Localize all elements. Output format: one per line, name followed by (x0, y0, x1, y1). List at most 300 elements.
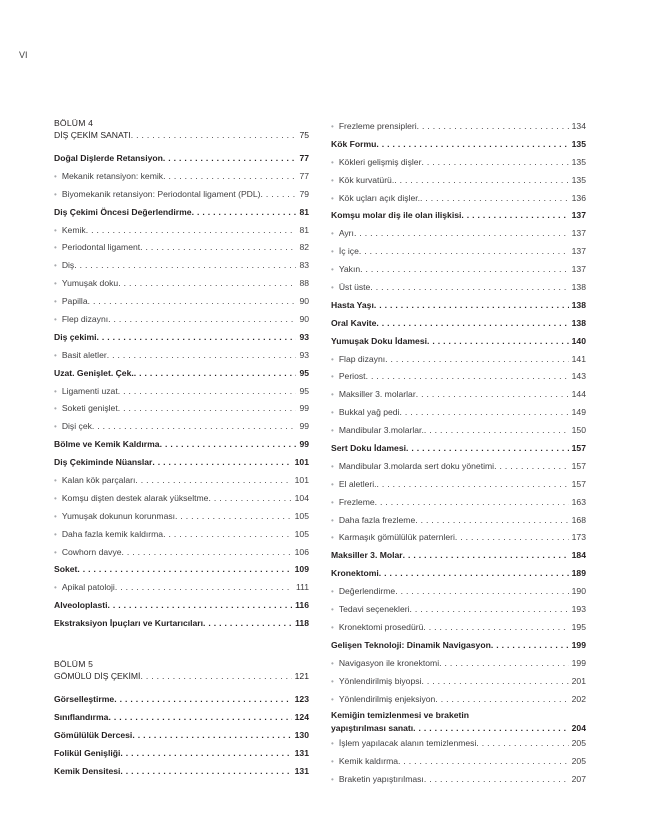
dot-leader (74, 257, 296, 275)
bullet-icon: • (54, 529, 57, 539)
dot-leader (97, 329, 297, 347)
dot-leader (132, 727, 291, 745)
bullet-icon: • (331, 694, 334, 704)
toc-section-entry[interactable] (54, 204, 309, 222)
dot-leader (77, 561, 291, 579)
toc-section-entry[interactable] (54, 763, 309, 781)
entry-label: Kronektomi (331, 568, 379, 579)
entry-label: Ligamenti uzat (61, 385, 118, 396)
bullet-icon: • (331, 122, 334, 131)
entry-page-number: 207 (571, 774, 586, 785)
entry-label: Uzat. Genişlet. Çek. (54, 367, 134, 378)
entry-label: Kök Formu (331, 138, 377, 149)
bullet-icon: • (54, 583, 57, 593)
toc-subsection-entry[interactable] (54, 186, 309, 204)
dot-leader (424, 771, 569, 789)
toc-subsection-entry[interactable] (331, 512, 586, 530)
bullet-icon: • (54, 189, 57, 199)
bullet-icon: • (331, 622, 334, 632)
toc-section-entry[interactable] (54, 150, 309, 168)
dot-leader (494, 458, 569, 476)
dot-leader (140, 670, 291, 682)
entry-label: BÖLÜM 4 (54, 118, 94, 128)
toc-subsection-entry[interactable] (54, 239, 309, 257)
bullet-icon: • (331, 408, 334, 418)
dot-leader (410, 601, 569, 619)
toc-subsection-entry[interactable] (331, 261, 586, 279)
toc-section-entry[interactable] (331, 315, 586, 333)
toc-section-entry[interactable] (331, 333, 586, 351)
dot-leader (439, 655, 569, 673)
bullet-icon: • (331, 354, 334, 364)
bullet-icon: • (331, 605, 334, 615)
entry-label: Diş Çekiminde Nüanslar (54, 457, 153, 468)
entry-label: Apikal patoloji (61, 582, 115, 593)
toc-subsection-entry[interactable] (331, 404, 586, 422)
entry-page-number: 138 (571, 282, 586, 293)
toc-subsection-entry[interactable] (331, 529, 586, 547)
entry-page-number: 137 (571, 246, 586, 257)
toc-subsection-entry[interactable] (54, 311, 309, 329)
entry-page-number: 135 (571, 156, 586, 167)
entry-page-number: 104 (294, 492, 309, 503)
entry-label: Bukkal yağ pedi (338, 407, 400, 418)
entry-page-number: 82 (299, 242, 309, 253)
entry-label: Soketi genişlet (61, 403, 118, 414)
bullet-icon: • (331, 676, 334, 686)
entry-label: El aletleri. (338, 478, 377, 489)
entry-page-number: 205 (571, 738, 586, 749)
dot-leader (163, 150, 297, 168)
entry-page-number: 204 (571, 723, 586, 734)
entry-page-number: 190 (571, 586, 586, 597)
entry-label: Değerlendirme (338, 586, 396, 597)
toc-section-entry[interactable] (331, 637, 586, 655)
entry-page-number: 121 (294, 671, 309, 682)
bullet-icon: • (54, 225, 57, 235)
toc-section-entry[interactable] (54, 615, 309, 633)
bullet-icon: • (331, 157, 334, 167)
dot-leader (476, 735, 568, 753)
entry-label: Diş Çekimi Öncesi Değerlendirme (54, 206, 192, 217)
toc-section-entry[interactable] (54, 709, 309, 727)
entry-label: Sınıflandırma (54, 711, 109, 722)
toc-subsection-entry[interactable] (331, 583, 586, 601)
toc-section-entry-line2[interactable] (331, 721, 586, 735)
entry-page-number: 105 (294, 528, 309, 539)
entry-page-number: 184 (571, 550, 586, 561)
toc-section-entry[interactable] (54, 436, 309, 454)
dot-leader (413, 721, 568, 735)
entry-label: Daha fazla kemik kaldırma (61, 528, 164, 539)
bullet-icon: • (331, 461, 334, 471)
toc-section-entry[interactable] (54, 745, 309, 763)
entry-label: Diş (61, 260, 75, 271)
entry-label: Komşu molar diş ile olan ilişkisi (331, 210, 462, 221)
entry-label: yapıştırılması sanatı (331, 723, 414, 734)
entry-page-number: 81 (299, 206, 309, 217)
entry-label: GÖMÜLÜ DİŞ ÇEKİMİ (54, 671, 141, 682)
toc-section-entry[interactable] (54, 727, 309, 745)
bullet-icon: • (54, 261, 57, 271)
entry-label: Braketin yapıştırılması (338, 774, 424, 785)
toc-section-entry[interactable] (54, 561, 309, 579)
toc-subsection-entry[interactable] (331, 422, 586, 440)
entry-page-number: 123 (294, 694, 309, 705)
bullet-icon: • (54, 350, 57, 360)
dot-leader (421, 154, 568, 172)
dot-leader (360, 261, 569, 279)
entry-label: Folikül Genişliği (54, 747, 121, 758)
dot-leader (122, 544, 292, 562)
entry-page-number: 157 (571, 443, 586, 454)
toc-subsection-entry[interactable] (331, 225, 586, 243)
entry-page-number: 101 (294, 475, 309, 486)
toc-subsection-entry[interactable] (331, 476, 586, 494)
entry-label: Gelişen Teknoloji: Dinamik Navigasyon (331, 639, 491, 650)
dot-leader (134, 365, 297, 383)
dot-leader (374, 297, 569, 315)
entry-page-number: 106 (294, 546, 309, 557)
bullet-icon: • (54, 171, 57, 181)
dot-leader (379, 565, 569, 583)
toc-section-entry[interactable] (331, 565, 586, 583)
entry-label: Ekstraksiyon İpuçları ve Kurtarıcıları (54, 618, 204, 629)
bullet-icon: • (331, 479, 334, 489)
bullet-icon: • (331, 515, 334, 525)
dot-leader (118, 400, 297, 418)
toc-section-entry[interactable] (331, 207, 586, 225)
entry-label: Frezleme prensipleri (338, 121, 417, 131)
entry-label: DİŞ ÇEKİM SANATI (54, 130, 131, 140)
dot-leader (115, 579, 293, 597)
dot-leader (455, 529, 569, 547)
dot-leader (395, 583, 568, 601)
entry-label: Soket (54, 564, 78, 575)
dot-leader (152, 454, 291, 472)
dot-leader (427, 333, 569, 351)
entry-label: Yönlendirilmiş biyopsi (338, 675, 422, 686)
dot-leader (417, 118, 569, 136)
dot-leader (394, 172, 568, 190)
bullet-icon: • (54, 404, 57, 414)
dot-leader (140, 239, 296, 257)
dot-leader (400, 404, 569, 422)
chapter-label (54, 118, 309, 129)
toc-subsection-entry[interactable] (331, 118, 586, 136)
dot-leader (377, 476, 569, 494)
toc-subsection-entry[interactable] (331, 771, 586, 789)
entry-label: Daha fazla frezleme (338, 514, 416, 525)
toc-subsection-entry[interactable] (331, 368, 586, 386)
toc-subsection-entry[interactable] (54, 168, 309, 186)
entry-page-number: 131 (294, 765, 309, 776)
toc-left-column (54, 118, 309, 781)
dot-leader (120, 763, 291, 781)
entry-label: Yönlendirilmiş enjeksiyon (338, 693, 436, 704)
toc-subsection-entry[interactable] (54, 579, 309, 597)
entry-label: Maksiller 3. molarlar (338, 389, 416, 400)
dot-leader (107, 597, 292, 615)
toc-subsection-entry[interactable] (54, 222, 309, 240)
entry-label: Üst üste (338, 282, 371, 293)
entry-page-number: 163 (571, 496, 586, 507)
dot-leader (403, 547, 569, 565)
dot-leader (108, 311, 296, 329)
entry-page-number: 157 (571, 460, 586, 471)
bullet-icon: • (54, 297, 57, 307)
bullet-icon: • (331, 757, 334, 767)
bullet-icon: • (331, 265, 334, 275)
entry-page-number: 111 (295, 582, 309, 593)
toc-section-entry[interactable] (54, 691, 309, 709)
dot-leader (420, 190, 569, 208)
dot-leader (385, 351, 569, 369)
toc-section-entry[interactable] (331, 297, 586, 315)
entry-label: Periodontal ligament (61, 242, 141, 253)
entry-label: Diş çekimi (54, 331, 97, 342)
entry-page-number: 202 (571, 693, 586, 704)
bullet-icon: • (54, 493, 57, 503)
entry-label: Frezleme (338, 496, 375, 507)
entry-page-number: 131 (294, 747, 309, 758)
chapter-label (54, 659, 309, 670)
dot-leader (208, 490, 291, 508)
dot-leader (192, 204, 297, 222)
toc-subsection-entry[interactable] (54, 544, 309, 562)
bullet-icon: • (54, 511, 57, 521)
entry-page-number: 199 (571, 639, 586, 650)
entry-label: Gömülülük Dercesi (54, 729, 133, 740)
entry-label: Alveoloplasti (54, 600, 108, 611)
toc-subsection-entry[interactable] (54, 472, 309, 490)
entry-page-number: 149 (571, 407, 586, 418)
entry-label: Doğal Dişlerde Retansiyon (54, 153, 163, 163)
entry-page-number: 141 (571, 353, 586, 364)
toc-section-entry-line1[interactable] (331, 710, 586, 721)
chapter-title-entry[interactable] (54, 129, 309, 141)
entry-label: Cowhorn davye (61, 546, 122, 557)
entry-page-number: 77 (299, 153, 309, 163)
dot-leader (376, 136, 568, 154)
dot-leader (120, 745, 291, 763)
toc-subsection-entry[interactable] (331, 673, 586, 691)
entry-label: Flep dizaynı (61, 314, 109, 325)
entry-page-number: 173 (571, 532, 586, 543)
dot-leader (359, 243, 569, 261)
entry-label: Kök kurvatürü. (338, 174, 395, 185)
entry-label: Basit aletler (61, 349, 107, 360)
entry-page-number: 137 (571, 264, 586, 275)
toc-subsection-entry[interactable] (54, 418, 309, 436)
dot-leader (424, 422, 569, 440)
entry-label: Yumuşak dokunun korunması (61, 510, 176, 521)
bullet-icon: • (331, 372, 334, 382)
dot-leader (435, 691, 568, 709)
bullet-icon: • (331, 775, 334, 785)
toc-section-entry[interactable] (54, 329, 309, 347)
bullet-icon: • (54, 315, 57, 325)
bullet-icon: • (54, 547, 57, 557)
toc-subsection-entry[interactable] (331, 735, 586, 753)
section-gap (54, 633, 309, 659)
toc-subsection-entry[interactable] (54, 293, 309, 311)
entry-label: Flap dizaynı (338, 353, 386, 364)
entry-label: Yakın (338, 264, 361, 275)
entry-label: Papilla (61, 296, 88, 307)
entry-label: Kökleri gelişmiş dişler (338, 156, 422, 167)
entry-label: Kemik kaldırma (338, 756, 399, 767)
entry-page-number: 143 (571, 371, 586, 382)
toc-subsection-entry[interactable] (331, 351, 586, 369)
entry-label: Mekanik retansiyon: kemik (61, 170, 164, 181)
entry-label: Görselleştirme (54, 694, 115, 705)
entry-page-number: 138 (571, 299, 586, 310)
entry-label: Oral Kavite (331, 317, 377, 328)
entry-page-number: 101 (294, 457, 309, 468)
toc-subsection-entry[interactable] (331, 655, 586, 673)
entry-label: Navigasyon ile kronektomi (338, 657, 440, 668)
toc-subsection-entry[interactable] (331, 190, 586, 208)
dot-leader (175, 508, 292, 526)
entry-label: İç içe (338, 246, 359, 257)
bullet-icon: • (331, 247, 334, 257)
dot-leader (118, 275, 296, 293)
toc-subsection-entry[interactable] (331, 172, 586, 190)
entry-label: Biyomekanik retansiyon: Periodontal ligament (PDL) (61, 188, 261, 199)
entry-label: Yumuşak doku (61, 278, 119, 289)
entry-label: Mandibular 3.molarlar. (338, 425, 424, 436)
toc-subsection-entry[interactable] (54, 257, 309, 275)
toc-subsection-entry[interactable] (54, 400, 309, 418)
dot-leader (415, 512, 568, 530)
entry-label: Kemik Densitesi (54, 765, 121, 776)
toc-subsection-entry[interactable] (331, 619, 586, 637)
entry-label: Hasta Yaşı (331, 299, 374, 310)
bullet-icon: • (54, 279, 57, 289)
entry-page-number: 137 (571, 228, 586, 239)
dot-leader (163, 526, 292, 544)
dot-leader (135, 472, 291, 490)
entry-label: Kronektomi prosedürü (338, 621, 424, 632)
entry-label: Kök uçları açık dişler. (338, 192, 421, 203)
bullet-icon: • (54, 243, 57, 253)
toc-section-entry[interactable] (331, 136, 586, 154)
entry-label: Kemik (61, 224, 86, 235)
toc-subsection-entry[interactable] (54, 347, 309, 365)
bullet-icon: • (331, 658, 334, 668)
dot-leader (261, 186, 297, 204)
entry-page-number: 195 (571, 621, 586, 632)
toc-subsection-entry[interactable] (331, 386, 586, 404)
entry-page-number: 75 (299, 130, 309, 140)
toc-subsection-entry[interactable] (54, 383, 309, 401)
toc-subsection-entry[interactable] (331, 691, 586, 709)
dot-leader (86, 222, 297, 240)
entry-page-number: 105 (294, 510, 309, 521)
dot-leader (376, 315, 568, 333)
entry-page-number: 99 (299, 439, 309, 450)
bullet-icon: • (331, 229, 334, 239)
dot-leader (108, 709, 291, 727)
toc-section-entry[interactable] (54, 597, 309, 615)
dot-leader (491, 637, 569, 655)
entry-page-number: 135 (571, 174, 586, 185)
toc-section-entry[interactable] (54, 365, 309, 383)
toc-subsection-entry[interactable] (331, 243, 586, 261)
toc-subsection-entry[interactable] (331, 154, 586, 172)
entry-label: Bölme ve Kemik Kaldırma (54, 439, 160, 450)
toc-subsection-entry[interactable] (54, 490, 309, 508)
toc-section-entry[interactable] (331, 547, 586, 565)
entry-page-number: 140 (571, 335, 586, 346)
entry-page-number: 83 (299, 260, 309, 271)
entry-page-number: 124 (294, 711, 309, 722)
toc-subsection-entry[interactable] (54, 275, 309, 293)
bullet-icon: • (54, 422, 57, 432)
entry-page-number: 136 (571, 192, 586, 203)
entry-page-number: 93 (299, 331, 309, 342)
dot-leader (92, 418, 297, 436)
entry-label: Karmaşık gömülülük paternleri (338, 532, 455, 543)
entry-page-number: 99 (299, 403, 309, 414)
toc-subsection-entry[interactable] (331, 494, 586, 512)
toc-section-entry[interactable] (331, 440, 586, 458)
toc-subsection-entry[interactable] (54, 508, 309, 526)
dot-leader (114, 691, 291, 709)
toc-subsection-entry[interactable] (331, 458, 586, 476)
toc-subsection-entry[interactable] (331, 753, 586, 771)
dot-leader (366, 368, 569, 386)
entry-page-number: 81 (299, 224, 309, 235)
entry-label: BÖLÜM 5 (54, 659, 94, 670)
toc-right-column (331, 118, 586, 789)
bullet-icon: • (331, 193, 334, 203)
bullet-icon: • (331, 497, 334, 507)
entry-label: Mandibular 3.molarda sert doku yönetimi (338, 460, 495, 471)
toc-subsection-entry[interactable] (331, 279, 586, 297)
dot-leader (375, 494, 569, 512)
entry-page-number: 95 (299, 367, 309, 378)
bullet-icon: • (331, 533, 334, 543)
entry-page-number: 130 (294, 729, 309, 740)
entry-page-number: 116 (295, 600, 309, 611)
entry-page-number: 199 (571, 657, 586, 668)
bullet-icon: • (331, 587, 334, 597)
bullet-icon: • (331, 739, 334, 749)
entry-page-number: 90 (299, 314, 309, 325)
toc-subsection-entry[interactable] (54, 526, 309, 544)
entry-page-number: 137 (571, 210, 586, 221)
entry-label: Ayrı (338, 228, 354, 239)
dot-leader (354, 225, 569, 243)
bullet-icon: • (331, 426, 334, 436)
dot-leader (406, 440, 569, 458)
toc-section-entry[interactable] (54, 454, 309, 472)
dot-leader (203, 615, 292, 633)
dot-leader (160, 436, 297, 454)
chapter-title-entry[interactable] (54, 670, 309, 682)
entry-label: Tedavi seçenekleri (338, 604, 410, 615)
entry-page-number: 138 (571, 317, 586, 328)
entry-label: İşlem yapılacak alanın temizlenmesi (338, 738, 477, 749)
bullet-icon: • (54, 386, 57, 396)
dot-leader (423, 619, 568, 637)
dot-leader (163, 168, 296, 186)
toc-subsection-entry[interactable] (331, 601, 586, 619)
entry-page-number: 99 (299, 421, 309, 432)
entry-label: Dişi çek (61, 421, 92, 432)
